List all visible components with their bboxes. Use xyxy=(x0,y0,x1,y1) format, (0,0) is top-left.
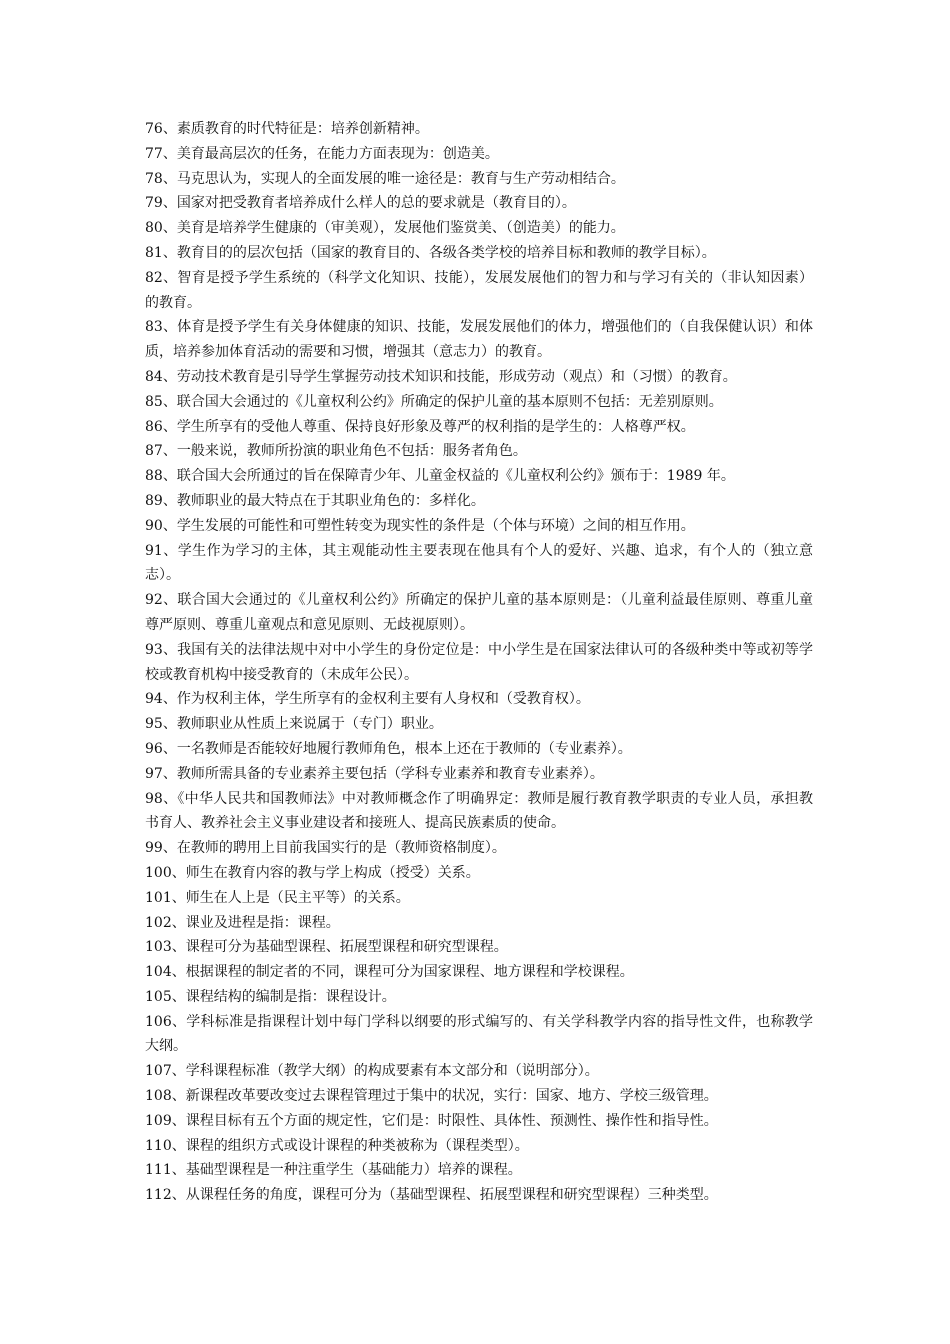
list-item: 79、国家对把受教育者培养成什么样人的总的要求就是（教育目的）。 xyxy=(145,195,576,212)
list-item: 107、学科课程标准（教学大纲）的构成要素有本文部分和（说明部分）。 xyxy=(145,1063,599,1080)
list-item: 103、课程可分为基础型课程、拓展型课程和研究型课程。 xyxy=(145,939,508,956)
list-item: 87、一般来说，教师所扮演的职业角色不包括：服务者角色。 xyxy=(145,443,527,460)
list-item: 97、教师所需具备的专业素养主要包括（学科专业素养和教育专业素养）。 xyxy=(145,765,604,782)
list-item: 110、课程的组织方式或设计课程的种类被称为（课程类型）。 xyxy=(145,1137,529,1154)
list-item: 92、联合国大会通过的《儿童权利公约》所确定的保护儿童的基本原则是：（儿童利益最佳原则、尊重儿童尊严原则、尊重儿童观点和意见原则、无歧视原则）。 xyxy=(145,592,813,633)
list-item: 105、课程结构的编制是指：课程设计。 xyxy=(145,988,396,1005)
list-item: 108、新课程改革要改变过去课程管理过于集中的状况，实行：国家、地方、学校三级管理。 xyxy=(145,1088,718,1105)
list-item: 86、学生所享有的受他人尊重、保持良好形象及尊严的权利指的是学生的：人格尊严权。 xyxy=(145,418,695,435)
list-item: 78、马克思认为，实现人的全面发展的唯一途径是：教育与生产劳动相结合。 xyxy=(145,170,625,187)
list-item: 76、素质教育的时代特征是：培养创新精神。 xyxy=(145,121,429,137)
list-item: 111、基础型课程是一种注重学生（基础能力）培养的课程。 xyxy=(145,1162,522,1179)
list-item: 106、学科标准是指课程计划中每门学科以纲要的形式编写的、有关学科教学内容的指导性文件，也称教学大纲。 xyxy=(145,1013,813,1055)
list-item: 89、教师职业的最大特点在于其职业角色的：多样化。 xyxy=(145,492,485,509)
list-item: 82、智育是授予学生系统的（科学文化知识、技能），发展发展他们的智力和与学习有关的（非认知因素）的教育。 xyxy=(145,269,813,311)
list-item: 99、在教师的聘用上目前我国实行的是（教师资格制度）。 xyxy=(145,840,506,857)
list-item: 104、根据课程的制定者的不同，课程可分为国家课程、地方课程和学校课程。 xyxy=(145,964,634,981)
list-item: 100、师生在教育内容的教与学上构成（授受）关系。 xyxy=(145,864,480,881)
list-item: 94、作为权利主体，学生所享有的金权利主要有人身权和（受教育权）。 xyxy=(145,691,590,708)
list-item: 98、《中华人民共和国教师法》中对教师概念作了明确界定：教师是履行教育教学职责的专业人员，承担教书育人、教养社会主义事业建设者和接班人、提高民族素质的使命。 xyxy=(145,790,813,832)
list-item: 90、学生发展的可能性和可塑性转变为现实性的条件是（个体与环境）之间的相互作用。 xyxy=(145,517,695,534)
list-item: 77、美育最高层次的任务，在能力方面表现为：创造美。 xyxy=(145,145,499,162)
list-item: 102、课业及进程是指：课程。 xyxy=(145,914,340,931)
list-item: 85、联合国大会通过的《儿童权利公约》所确定的保护儿童的基本原则不包括：无差别原则。 xyxy=(145,393,723,410)
list-item: 91、学生作为学习的主体，其主观能动性主要表现在他具有个人的爱好、兴趣、追求，有个人的（独立意志）。 xyxy=(145,542,813,584)
list-item: 96、一名教师是否能较好地履行教师角色，根本上还在于教师的（专业素养）。 xyxy=(145,740,632,757)
document-body xyxy=(145,117,813,1208)
list-item: 101、师生在人上是（民主平等）的关系。 xyxy=(145,889,410,906)
list-item: 88、联合国大会所通过的旨在保障青少年、儿童金权益的《儿童权利公约》颁布于：1989 年。 xyxy=(145,468,735,485)
list-item: 84、劳动技术教育是引导学生掌握劳动技术知识和技能，形成劳动（观点）和（习惯）的教育。 xyxy=(145,368,737,385)
list-item: 93、我国有关的法律法规中对中小学生的身份定位是：中小学生是在国家法律认可的各级种类中等或初等学校或教育机构中接受教育的（未成年公民）。 xyxy=(145,641,813,683)
list-item: 109、课程目标有五个方面的规定性，它们是：时限性、具体性、预测性、操作性和指导性。 xyxy=(145,1112,718,1129)
list-item: 95、教师职业从性质上来说属于（专门）职业。 xyxy=(145,716,443,733)
list-item: 80、美育是培养学生健康的（审美观），发展他们鉴赏美、（创造美）的能力。 xyxy=(145,220,625,237)
list-item: 112、从课程任务的角度，课程可分为（基础型课程、拓展型课程和研究型课程）三种类型。 xyxy=(145,1187,718,1204)
list-item: 81、教育目的的层次包括（国家的教育目的、各级各类学校的培养目标和教师的教学目标）。 xyxy=(145,244,716,261)
list-item: 83、体育是授予学生有关身体健康的知识、技能，发展发展他们的体力，增强他们的（自我保健认识）和体质，培养参加体育活动的需要和习惯，增强其（意志力）的教育。 xyxy=(145,319,813,361)
